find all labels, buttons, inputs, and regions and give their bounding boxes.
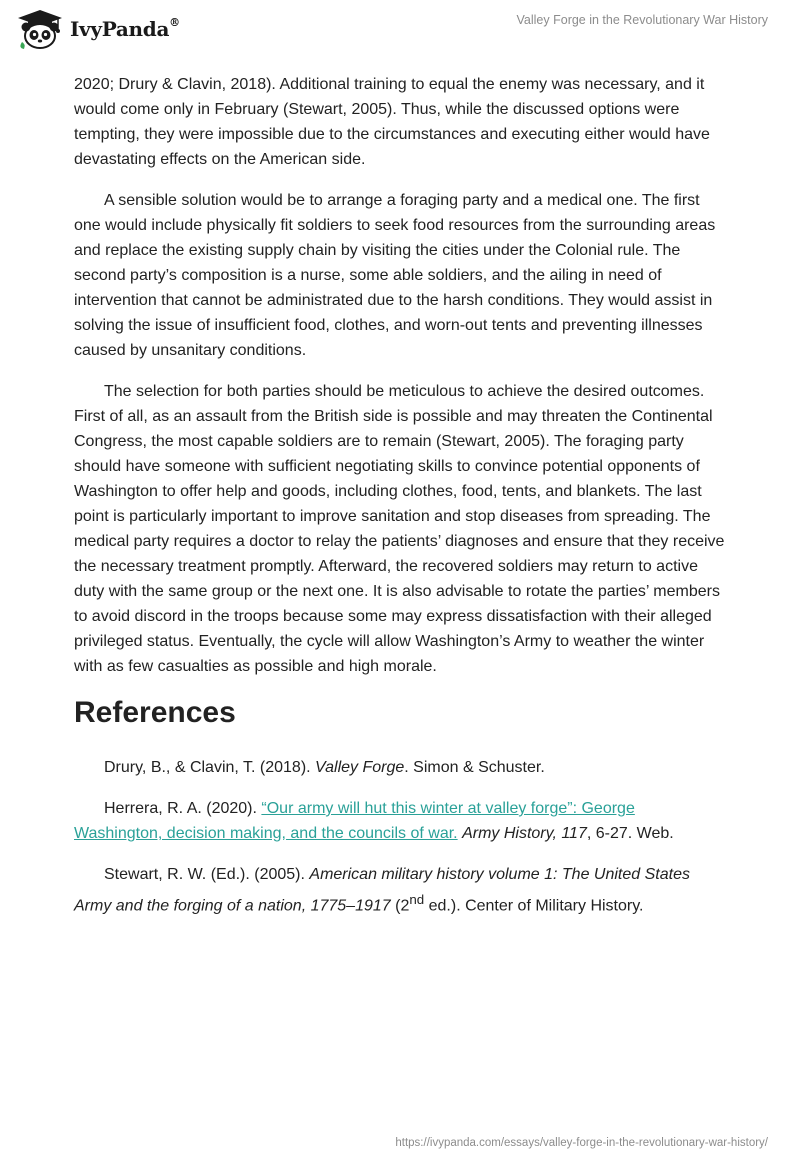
ref-publisher: ed.). Center of Military History. [424, 897, 644, 915]
document-title: Valley Forge in the Revolutionary War History [516, 13, 768, 27]
body-paragraph-1: 2020; Drury & Clavin, 2018). Additional training to equal the enemy was necessary, and it would come only in February (Stewart, 2005). Thus, while the discussed options were tempting, they were impossible due to the circumstances and executing either would have devastating effects on the American side. [74, 76, 710, 168]
reference-herrera [74, 796, 726, 846]
ref-author: Herrera, R. A. (2020). [104, 800, 262, 817]
ref-title: American military history volume 1: The United States Army and the forging of a nation, 1775–1917 [74, 866, 690, 915]
ivypanda-logo[interactable] [16, 8, 180, 50]
reference-stewart [74, 862, 726, 918]
page-header [0, 0, 800, 62]
logo-text: IvyPanda® [70, 16, 180, 41]
ref-edition: (2 [390, 897, 410, 915]
ref-publisher: . Simon & Schuster. [404, 759, 545, 776]
references-heading: References [74, 696, 236, 729]
ref-pages: , 6-27. Web. [586, 825, 674, 842]
ref-edition-superscript: nd [409, 892, 425, 907]
ref-journal: Army History, 117 [462, 825, 587, 842]
body-paragraph-3: The selection for both parties should be meticulous to achieve the desired outcomes. First of all, as an assault from the British side is possible and may threaten the Continental Congress, the most capable soldiers are to remain (Stewart, 2005). The foraging party should have someone with sufficient negotiating skills to convince potential opponents of Washington to offer help and goods, including clothes, food, tents, and blankets. The last point is particularly important to improve sanitation and stop diseases from spreading. The medical party requires a doctor to relay the patients’ diagnoses and ensure that they receive the necessary treatment promptly. Afterward, the recovered soldiers may return to active duty with the same group or the next one. It is also advisable to rotate the parties’ members to avoid discord in the troops because some may express dissatisfaction with their alleged privileged status. Eventually, the cycle will allow Washington’s Army to weather the winter with as few casualties as possible and high morale. [74, 383, 725, 675]
body-paragraph-2: A sensible solution would be to arrange a foraging party and a medical one. The first one would include physically fit soldiers to seek food resources from the surrounding areas and replace the existing supply chain by visiting the cities under the Colonial rule. The second party’s composition is a nurse, some able soldiers, and the ailing in need of intervention that cannot be administrated due to the harsh conditions. They would assist in solving the issue of insufficient food, clothes, and worn-out tents and preventing illnesses caused by unsanitary conditions. [74, 192, 716, 359]
ref-author: Stewart, R. W. (Ed.). (2005). [104, 866, 310, 883]
ref-author: Drury, B., & Clavin, T. (2018). [104, 759, 316, 776]
essay-content [74, 72, 726, 934]
footer-url[interactable]: https://ivypanda.com/essays/valley-forge-in-the-revolutionary-war-history/ [395, 1137, 768, 1149]
reference-link[interactable]: “Our army will hut this winter at valley forge”: George Washington, decision making, and the councils of war. [74, 800, 635, 842]
panda-graduate-icon [16, 8, 64, 50]
ref-title: Valley Forge [315, 759, 405, 776]
reference-drury [74, 755, 726, 780]
